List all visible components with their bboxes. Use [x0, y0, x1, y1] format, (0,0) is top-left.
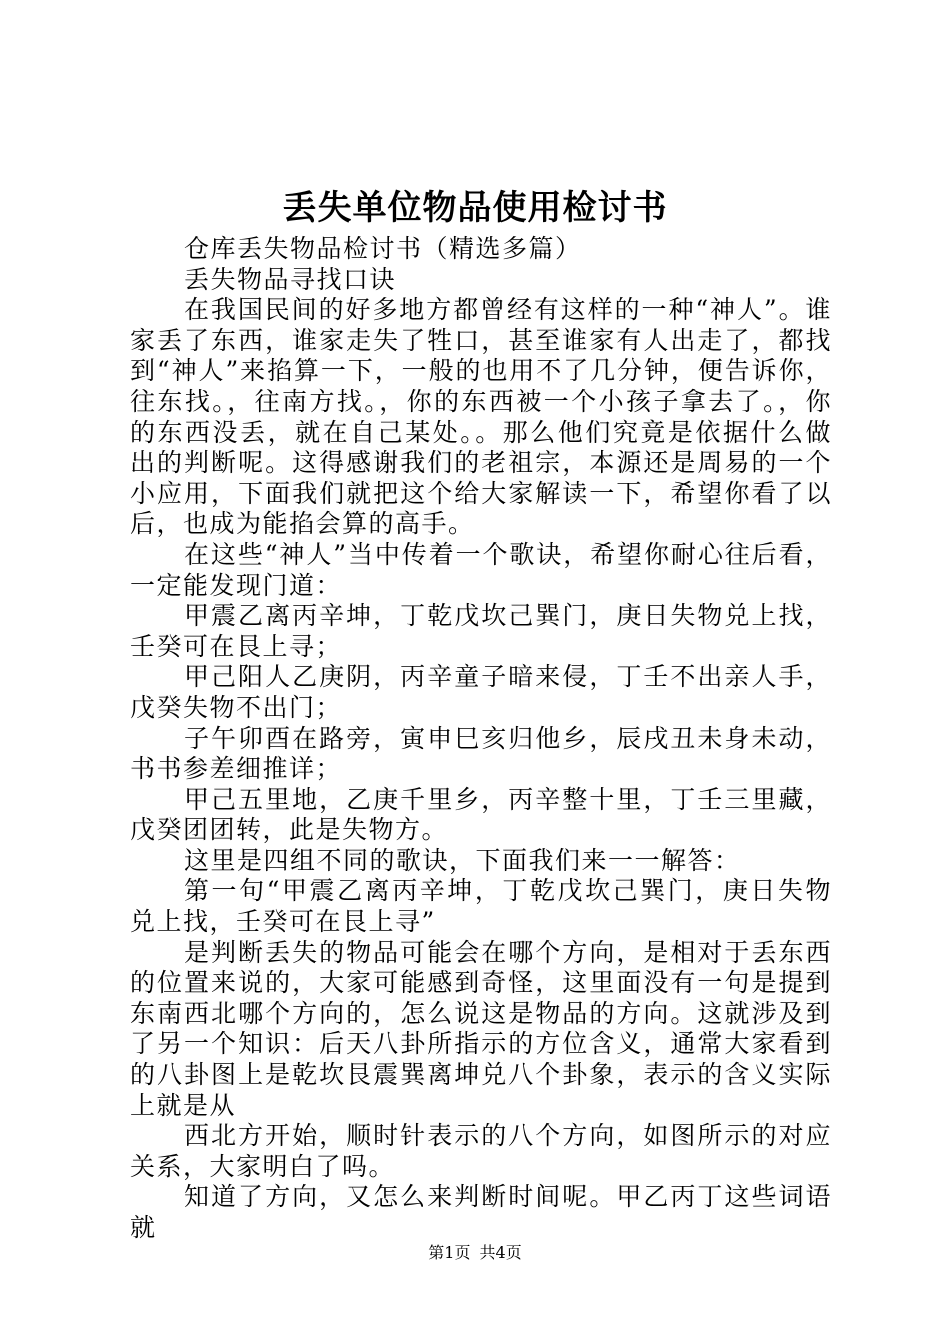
paragraph: 西北方开始，顺时针表示的八个方向，如图所示的对应关系，大家明白了吗。	[130, 1121, 832, 1181]
page-number: 第1页	[428, 1243, 471, 1262]
paragraph: 知道了方向，又怎么来判断时间呢。甲乙丙丁这些词语就	[130, 1182, 832, 1242]
paragraph: 第一句“甲震乙离丙辛坤，丁乾戊坎己巽门，庚日失物兑上找，壬癸可在艮上寻”	[130, 876, 832, 937]
document-body	[130, 234, 832, 1244]
paragraph: 在这些“神人”当中传着一个歌诀，希望你耐心往后看，一定能发现门道：	[130, 539, 832, 600]
paragraph: 在我国民间的好多地方都曾经有这样的一种“神人”。谁家丢了东西，谁家走失了牲口，甚至谁家有人出走了，都找到“神人”来掐算一下，一般的也用不了几分钟，便告诉你，往东找。，往南方找。，你的东西被一个小孩子拿去了。，你的东西没丢，就在自己某处。。那么他们究竟是依据什么做出的判断呢。这得感谢我们的老祖宗，本源还是周易的一个小应用，下面我们就把这个给大家解读一下，希望你看了以后，也成为能掐会算的高手。	[130, 295, 832, 539]
page-footer	[0, 1242, 950, 1264]
paragraph: 是判断丢失的物品可能会在哪个方向，是相对于丢东西的位置来说的，大家可能感到奇怪，这里面没有一句是提到东南西北哪个方向的，怎么说这是物品的方向。这就涉及到了另一个知识：后天八卦所指示的方位含义，通常大家看到的八卦图上是乾坎艮震巽离坤兑八个卦象，表示的含义实际上就是从	[130, 937, 832, 1120]
verse-line: 子午卯酉在路旁，寅申巳亥归他乡，辰戌丑未身未动，书书参差细推详；	[130, 723, 832, 784]
paragraph-heading: 丢失物品寻找口诀	[184, 264, 397, 294]
document-title: 丢失单位物品使用检讨书	[282, 188, 668, 228]
verse-line: 甲震乙离丙辛坤，丁乾戊坎己巽门，庚日失物兑上找，壬癸可在艮上寻；	[130, 601, 832, 661]
verse-line: 甲己五里地，乙庚千里乡，丙辛整十里，丁壬三里藏，戊癸团团转，此是失物方。	[130, 784, 832, 845]
paragraph: 这里是四组不同的歌诀，下面我们来一一解答：	[184, 845, 741, 875]
page-total: 共4页	[479, 1243, 522, 1262]
verse-line: 甲己阳人乙庚阴，丙辛童子暗来侵，丁壬不出亲人手，戊癸失物不出门；	[130, 662, 832, 722]
paragraph-subtitle: 仓库丢失物品检讨书（精选多篇）	[184, 234, 582, 263]
